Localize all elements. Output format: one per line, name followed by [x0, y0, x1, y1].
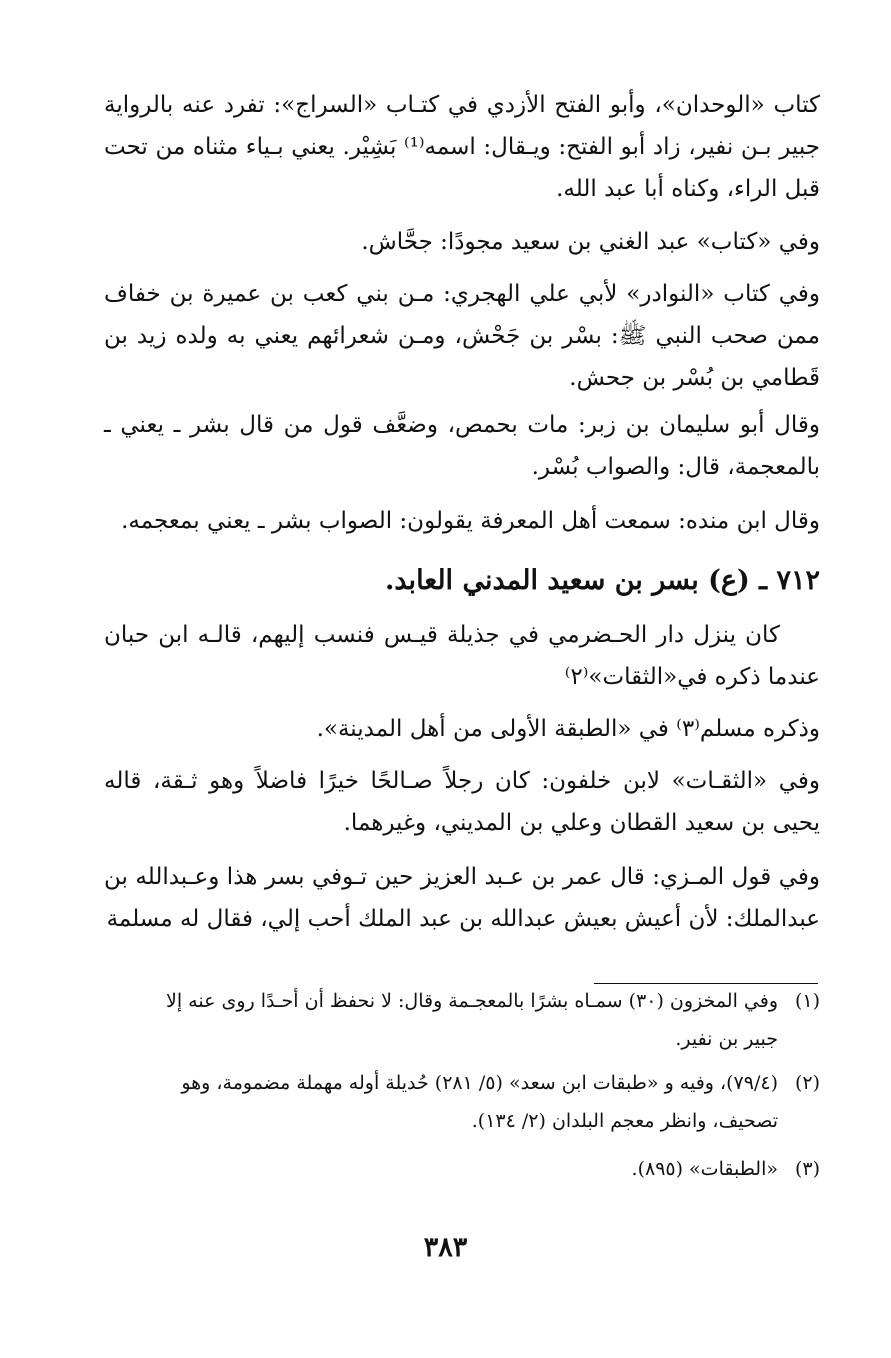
- footnote-2-line-1: [104, 1064, 820, 1102]
- footnote-1-line-2: جبير بن نفير.: [675, 1028, 778, 1050]
- footnote-1: [104, 982, 820, 1058]
- entry-paragraph-4: وفي قول المـزي: قال عمر بن عـبد العزيز حين تـوفي بسر هذا وعـبدالله بن عبدالملك: لأن أعيش بعيش عبدالله بن عبد الملك أحب إلي، فقال له مسلمة: [104, 864, 820, 932]
- footnote-3: [104, 1150, 820, 1188]
- page-number: ٣٨٣: [423, 1232, 468, 1263]
- footnote-2-number: (٢): [794, 1072, 820, 1094]
- footnote-1-line-1: [104, 982, 820, 1020]
- footnote-2: [104, 1064, 820, 1140]
- paragraph-3: وفي كتاب «النوادر» لأبي علي الهجري: مـن بني كعب بن عميرة بن خفاف ممن صحب النبي ﷺ: بسْر بن جَحْش، ومـن شعرائهم يعني به ولده زيد بن قَطامي بن بُسْر بن جحش.: [104, 281, 820, 391]
- footnote-3-number: (٣): [794, 1158, 820, 1180]
- entry-paragraph-2: وذكره مسلم⁽٣⁾ في «الطبقة الأولى من أهل المدينة».: [316, 716, 820, 742]
- entry-paragraph-3: وفي «الثقـات» لابن خلفون: كان رجلاً صـالحًا خيرًا فاضلاً وهو ثـقة، قاله يحيى بن سعيد القطان وعلي بن المديني، وغيرهما.: [104, 768, 820, 836]
- paragraph-4: وقال أبو سليمان بن زبر: مات بحمص، وضعَّف قول من قال بشر ـ يعني ـ بالمعجمة، قال: والصواب بُسْر.: [104, 412, 820, 480]
- entry-paragraph-1: كان ينزل دار الحـضرمي في جذيلة قيـس فنسب إليهم، قالـه ابن حبان عندما ذكره في«الثقات»⁽٢⁾: [104, 622, 820, 690]
- footnote-1-text: وفي المخزون (٣٠) سمـاه بشرًا بالمعجـمة وقال: لا نحفظ أن أحـدًا روى عنه إلا: [166, 990, 778, 1012]
- footnote-2-text: (٧٩/٤)، وفيه و «طبقات ابن سعد» (٥/ ٢٨١) حُديلة أوله مهملة مضمومة، وهو: [181, 1072, 778, 1094]
- paragraph-5: وقال ابن منده: سمعت أهل المعرفة يقولون: الصواب بشر ـ يعني بمعجمه.: [121, 508, 820, 534]
- footnote-3-line-1: [104, 1150, 820, 1188]
- paragraph-1: كتاب «الوحدان»، وأبو الفتح الأزدي في كتـاب «السراج»: تفرد عنه بالرواية جبير بـن نفير، زاد أبو الفتح: ويـقال: اسمه⁽¹⁾ بَشِيْر. يعني بـياء مثناه من تحت قبل الراء، وكناه أبا عبد الله.: [104, 92, 820, 202]
- footnote-3-text: «الطبقات» (٨٩٥).: [631, 1158, 778, 1180]
- footnote-2-line-2: تصحيف، وانظر معجم البلدان (٢/ ١٣٤).: [471, 1110, 778, 1132]
- paragraph-2: وفي «كتاب» عبد الغني بن سعيد مجودًا: جحَّاش.: [361, 229, 820, 255]
- entry-heading: ٧١٢ ـ (ع) بسر بن سعيد المدني العابد.: [384, 565, 820, 596]
- footnote-1-number: (١): [794, 990, 820, 1012]
